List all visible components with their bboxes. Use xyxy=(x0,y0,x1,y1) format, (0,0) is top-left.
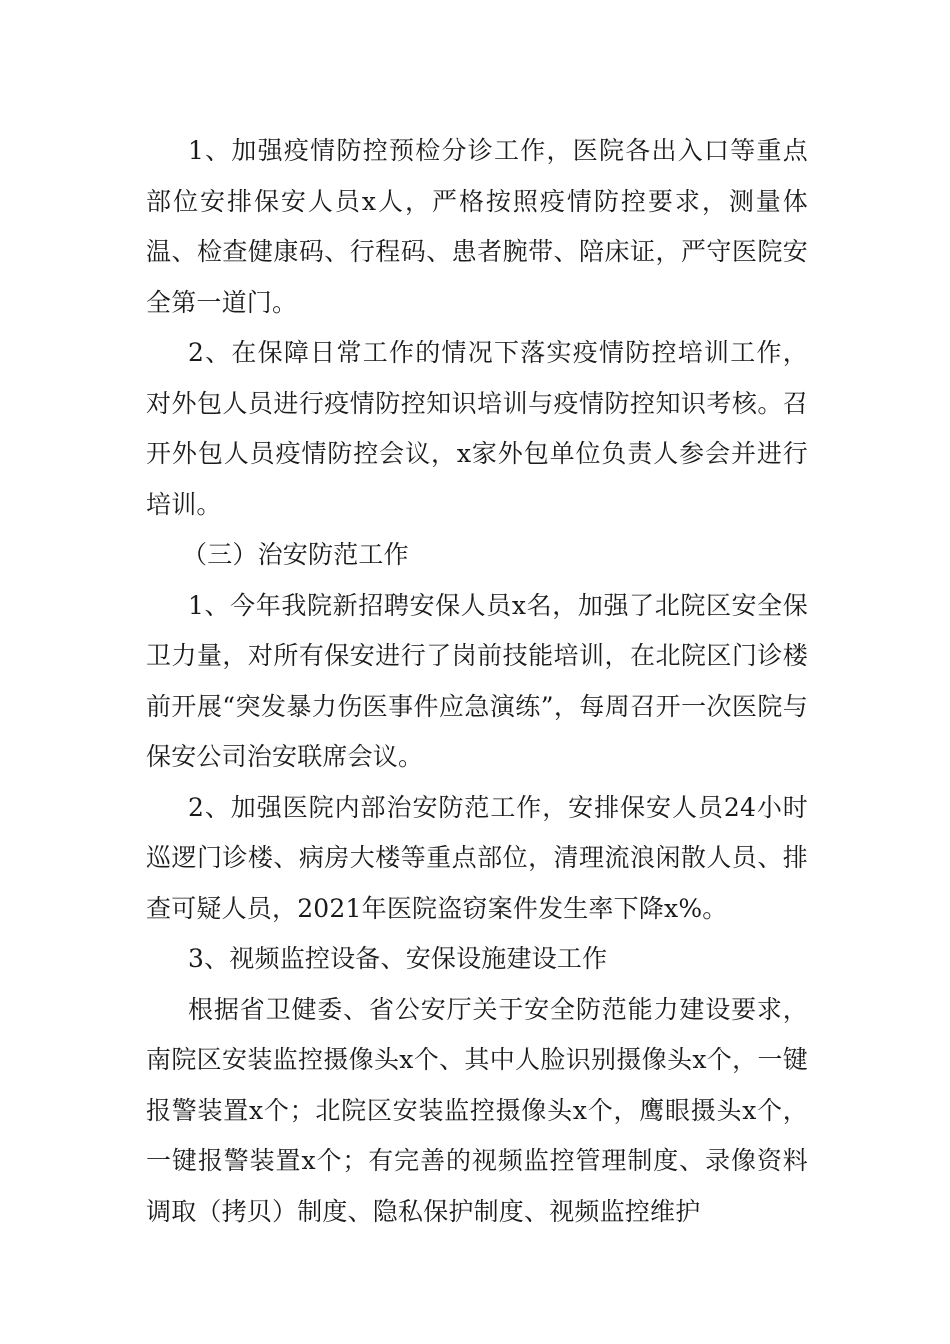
paragraph-security-staff: 1、今年我院新招聘安保人员x名，加强了北院区安全保卫力量，对所有保安进行了岗前技能培训，在北院区门诊楼前开展“突发暴力伤医事件应急演练”，每周召开一次医院与保安公司治安联席会议。 xyxy=(146,590,808,771)
paragraph-video-surveillance-detail: 根据省卫健委、省公安厅关于安全防范能力建设要求，南院区安装监控摄像头x个、其中人脸识别摄像头x个，一键报警装置x个；北院区安装监控摄像头x个，鹰眼摄头x个，一键报警装置x个；有完善的视频监控管理制度、录像资料调取（拷贝）制度、隐私保护制度、视频监控维护 xyxy=(146,994,808,1226)
paragraph-epidemic-triage: 1、加强疫情防控预检分诊工作，医院各出入口等重点部位安排保安人员x人，严格按照疫情防控要求，测量体温、检查健康码、行程码、患者腕带、陪床证，严守医院安全第一道门。 xyxy=(146,136,808,317)
paragraph-internal-patrol: 2、加强医院内部治安防范工作，安排保安人员24小时巡逻门诊楼、病房大楼等重点部位，清理流浪闲散人员、排查可疑人员，2021年医院盗窃案件发生率下降x%。 xyxy=(146,792,808,923)
document-body xyxy=(146,126,808,1237)
paragraph-video-surveillance-title: 3、视频监控设备、安保设施建设工作 xyxy=(188,944,608,973)
section-heading-public-security: （三）治安防范工作 xyxy=(182,540,409,569)
paragraph-epidemic-training: 2、在保障日常工作的情况下落实疫情防控培训工作，对外包人员进行疫情防控知识培训与疫情防控知识考核。召开外包人员疫情防控会议，x家外包单位负责人参会并进行培训。 xyxy=(146,338,808,519)
